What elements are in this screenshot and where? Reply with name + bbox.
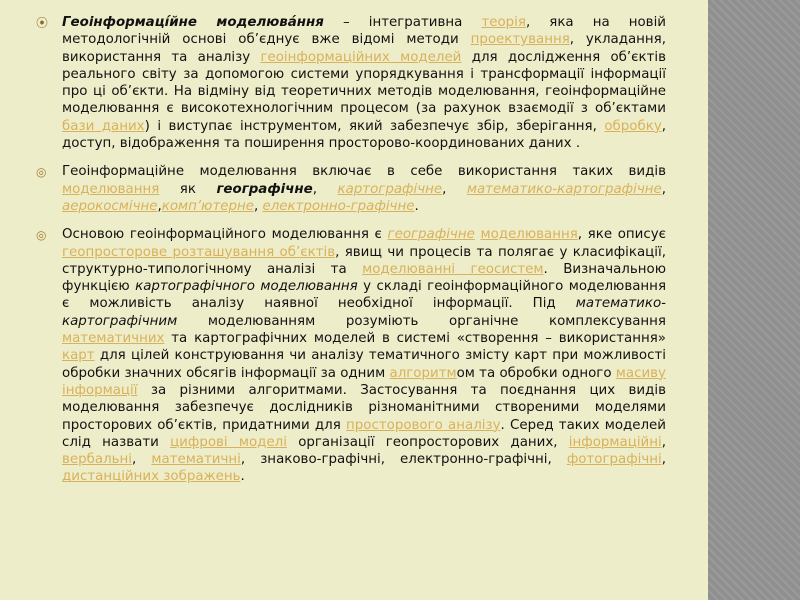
link-verbalni[interactable]: вербальні xyxy=(62,452,133,468)
term-geographic: географічне xyxy=(216,181,313,197)
text: у складі геоінформаційного моделювання є можливість аналізу наявної необхідної інформації. Під xyxy=(62,279,666,312)
link-modelyuvannya-2[interactable]: моделювання xyxy=(480,227,578,243)
text: . Серед таких моделей слід назвати xyxy=(62,417,667,450)
link-proektuvannya[interactable]: проектування xyxy=(470,32,570,48)
bullet-icon: ◎ xyxy=(36,228,47,243)
link-matematychnykh[interactable]: математичних xyxy=(62,331,165,347)
link-tsyfrovi-modeli[interactable]: цифрові моделі xyxy=(170,434,287,450)
link-obrobku[interactable]: обробку xyxy=(604,118,662,134)
text: Основою геоінформаційного моделювання є xyxy=(62,227,388,243)
text: моделюванням розуміють органічне комплексування xyxy=(177,313,666,329)
paragraph-2 xyxy=(36,163,666,215)
link-matematychni[interactable]: математичні xyxy=(151,452,241,468)
text: Геоінформаційне моделювання включає в себе використання таких видів xyxy=(62,164,666,180)
text: , яке описує xyxy=(577,227,666,243)
link-prostorovyi-analiz[interactable]: просторового аналізу xyxy=(346,417,501,433)
link-kartografichne[interactable]: картографічне xyxy=(337,181,443,197)
term-kart-model: картографічного моделювання xyxy=(135,279,358,295)
link-informatsiini[interactable]: інформаційні xyxy=(568,434,662,450)
link-algorytm[interactable]: алгоритм xyxy=(389,365,457,381)
bullet-icon: ◎ xyxy=(36,165,47,180)
paragraph-1 xyxy=(36,14,666,152)
link-elektronno-grafichne[interactable]: електронно-графічне xyxy=(262,198,415,214)
link-masyv[interactable]: масиву інформації xyxy=(62,365,666,398)
text: , xyxy=(312,181,338,197)
text: – інтегративна xyxy=(323,15,482,30)
slide-content xyxy=(36,14,666,497)
link-aerokosmichne[interactable]: аерокосмічне xyxy=(62,198,158,214)
link-mat-kart[interactable]: математико-картографічне xyxy=(466,181,662,197)
text: за різними алгоритмами. Застосування та поєднання цих видів моделювання забезпечує дослідників різноманітними створеними моделями просторових об’єктів, придатними для xyxy=(62,382,666,433)
text: , явищ чи процесів та полягає у класифікації, структурно-типологічному аналізі та xyxy=(62,244,666,277)
link-teoriya[interactable]: теорія xyxy=(481,15,526,30)
paragraph-3 xyxy=(36,226,666,485)
link-rozmischennya[interactable]: геопросторове розташування об’єктів xyxy=(62,244,336,260)
text: , xyxy=(253,198,263,214)
text: , укладання, використання та аналізу xyxy=(62,32,666,65)
text: , xyxy=(157,198,162,214)
text: . Визначальною функцією xyxy=(62,261,666,295)
text: , xyxy=(661,452,667,468)
link-kart[interactable]: карт xyxy=(62,348,95,364)
link-kompyuterne[interactable]: комп’ютерне xyxy=(161,198,254,214)
bullet-icon: ⦿ xyxy=(36,16,49,30)
link-geografichne[interactable]: географічне xyxy=(387,227,475,243)
link-geoinf-models[interactable]: геоінформаційних моделей xyxy=(260,49,462,65)
text: організації геопросторових даних, xyxy=(286,434,569,450)
term-mat-kart: математико-картографічним xyxy=(62,296,666,329)
text: , знаково-графічні, електронно-графічні, xyxy=(240,452,567,468)
text: . xyxy=(414,198,419,214)
text: для цілей конструювання чи аналізу тематичного змісту карт при можливості обробки значних обсягів інформації за одним xyxy=(62,348,666,381)
text: , xyxy=(132,452,152,468)
link-bazy-danykh[interactable]: бази даних xyxy=(62,118,145,134)
link-modelyuvannya[interactable]: моделювання xyxy=(62,181,160,197)
text: , доступ, відображення та поширення просторово-координованих даних . xyxy=(62,118,667,152)
text: та картографічних моделей в системі «створення – використання» xyxy=(164,331,666,347)
text: для дослідження об’єктів реального світу за допомогою системи упорядкування і трансформації інформації про ці об’єкти. На відміну від теоретичних методів моделювання, геоінформаційне моделювання є високотехнологічним процесом (за рахунок взаємодії з об’єктами xyxy=(62,49,666,117)
text: , xyxy=(661,181,666,197)
term-geoinformation-modeling: Геоінформаці́йне моделюва́ння xyxy=(62,15,324,30)
text: , яка на новій методологічній основі об’єднує вже відомі методи xyxy=(62,15,666,48)
text: ом та обробки одного xyxy=(456,365,616,381)
text: як xyxy=(159,181,217,197)
decorative-side-stripe xyxy=(708,0,800,600)
link-dystantsiini[interactable]: дистанційних зображень xyxy=(62,469,241,485)
text: . xyxy=(240,469,245,485)
link-fotografichni[interactable]: фотографічні xyxy=(566,452,662,468)
text: , xyxy=(442,181,467,197)
text: ) і виступає інструментом, який забезпечує збір, зберігання, xyxy=(144,118,605,134)
link-geosystem[interactable]: моделюванні геосистем xyxy=(362,261,544,277)
text: , xyxy=(661,434,666,450)
